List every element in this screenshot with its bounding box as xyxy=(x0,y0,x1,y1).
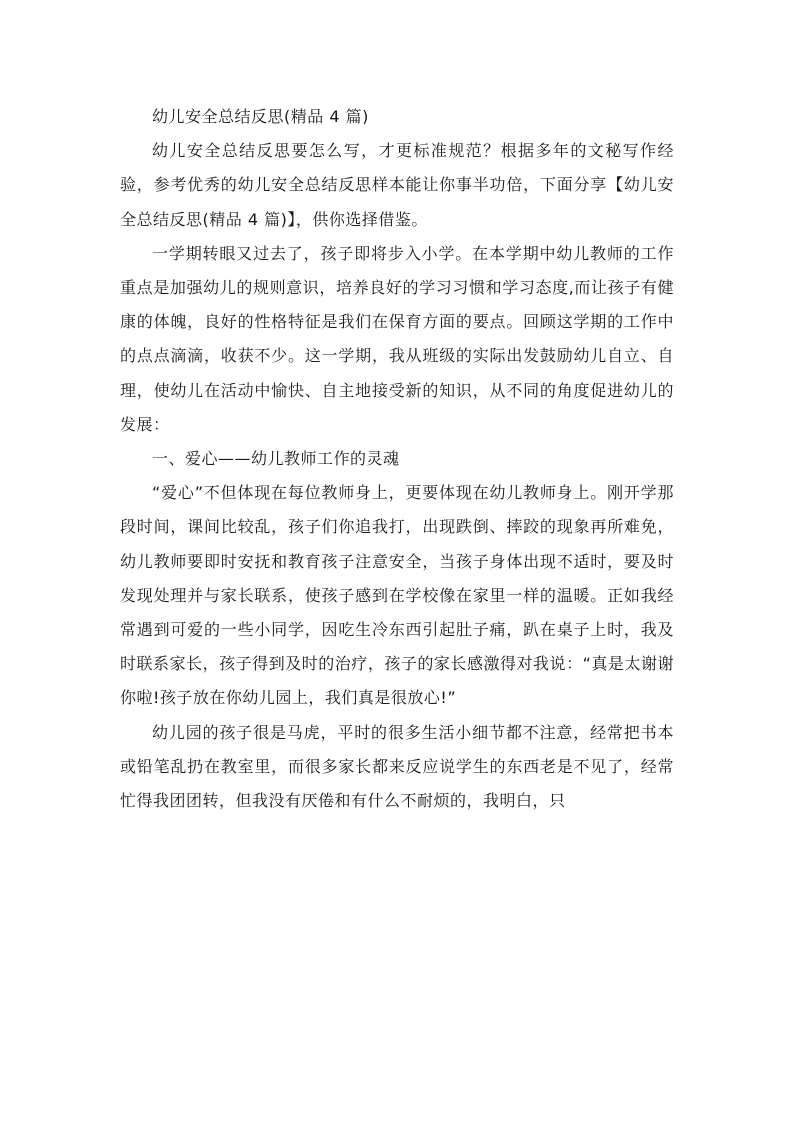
intro-paragraph: 幼儿安全总结反思要怎么写，才更标准规范？根据多年的文秘写作经验，参考优秀的幼儿安全总结反思样本能让你事半功倍，下面分享【幼儿安全总结反思(精品 4 篇)】，供你选择借鉴。 xyxy=(120,141,674,229)
document-title: 幼儿安全总结反思(精品 4 篇) xyxy=(152,107,369,126)
body-paragraph: 幼儿园的孩子很是马虎，平时的很多生活小细节都不注意，经常把书本或铅笔乱扔在教室里，而很多家长都来反应说学生的东西老是不见了，经常忙得我团团转，但我没有厌倦和有什么不耐烦的，我明白，只 xyxy=(120,722,674,811)
document-page xyxy=(120,100,674,818)
body-paragraph: 一学期转眼又过去了，孩子即将步入小学。在本学期中幼儿教师的工作重点是加强幼儿的规则意识，培养良好的学习习惯和学习态度,而让孩子有健康的体魄，良好的性格特征是我们在保育方面的要点。回顾这学期的工作中的点点滴滴，收获不少。这一学期，我从班级的实际出发鼓励幼儿自立、自理，使幼儿在活动中愉快、自主地接受新的知识，从不同的角度促进幼儿的发展： xyxy=(120,243,674,434)
section-heading: 一、爱心——幼儿教师工作的灵魂 xyxy=(152,449,400,469)
body-paragraph: “爱心”不但体现在每位教师身上，更要体现在幼儿教师身上。刚开学那段时间，课间比较乱，孩子们你追我打，出现跌倒、摔跤的现象再所难免，幼儿教师要即时安抚和教育孩子注意安全，当孩子身体出现不适时，要及时发现处理并与家长联系，使孩子感到在学校像在家里一样的温暖。正如我经常遇到可爱的一些小同学，因吃生冷东西引起肚子痛，趴在桌子上时，我及时联系家长，孩子得到及时的治疗，孩子的家长感激得对我说：“真是太谢谢你啦!孩子放在你幼儿园上，我们真是很放心!” xyxy=(120,483,674,708)
